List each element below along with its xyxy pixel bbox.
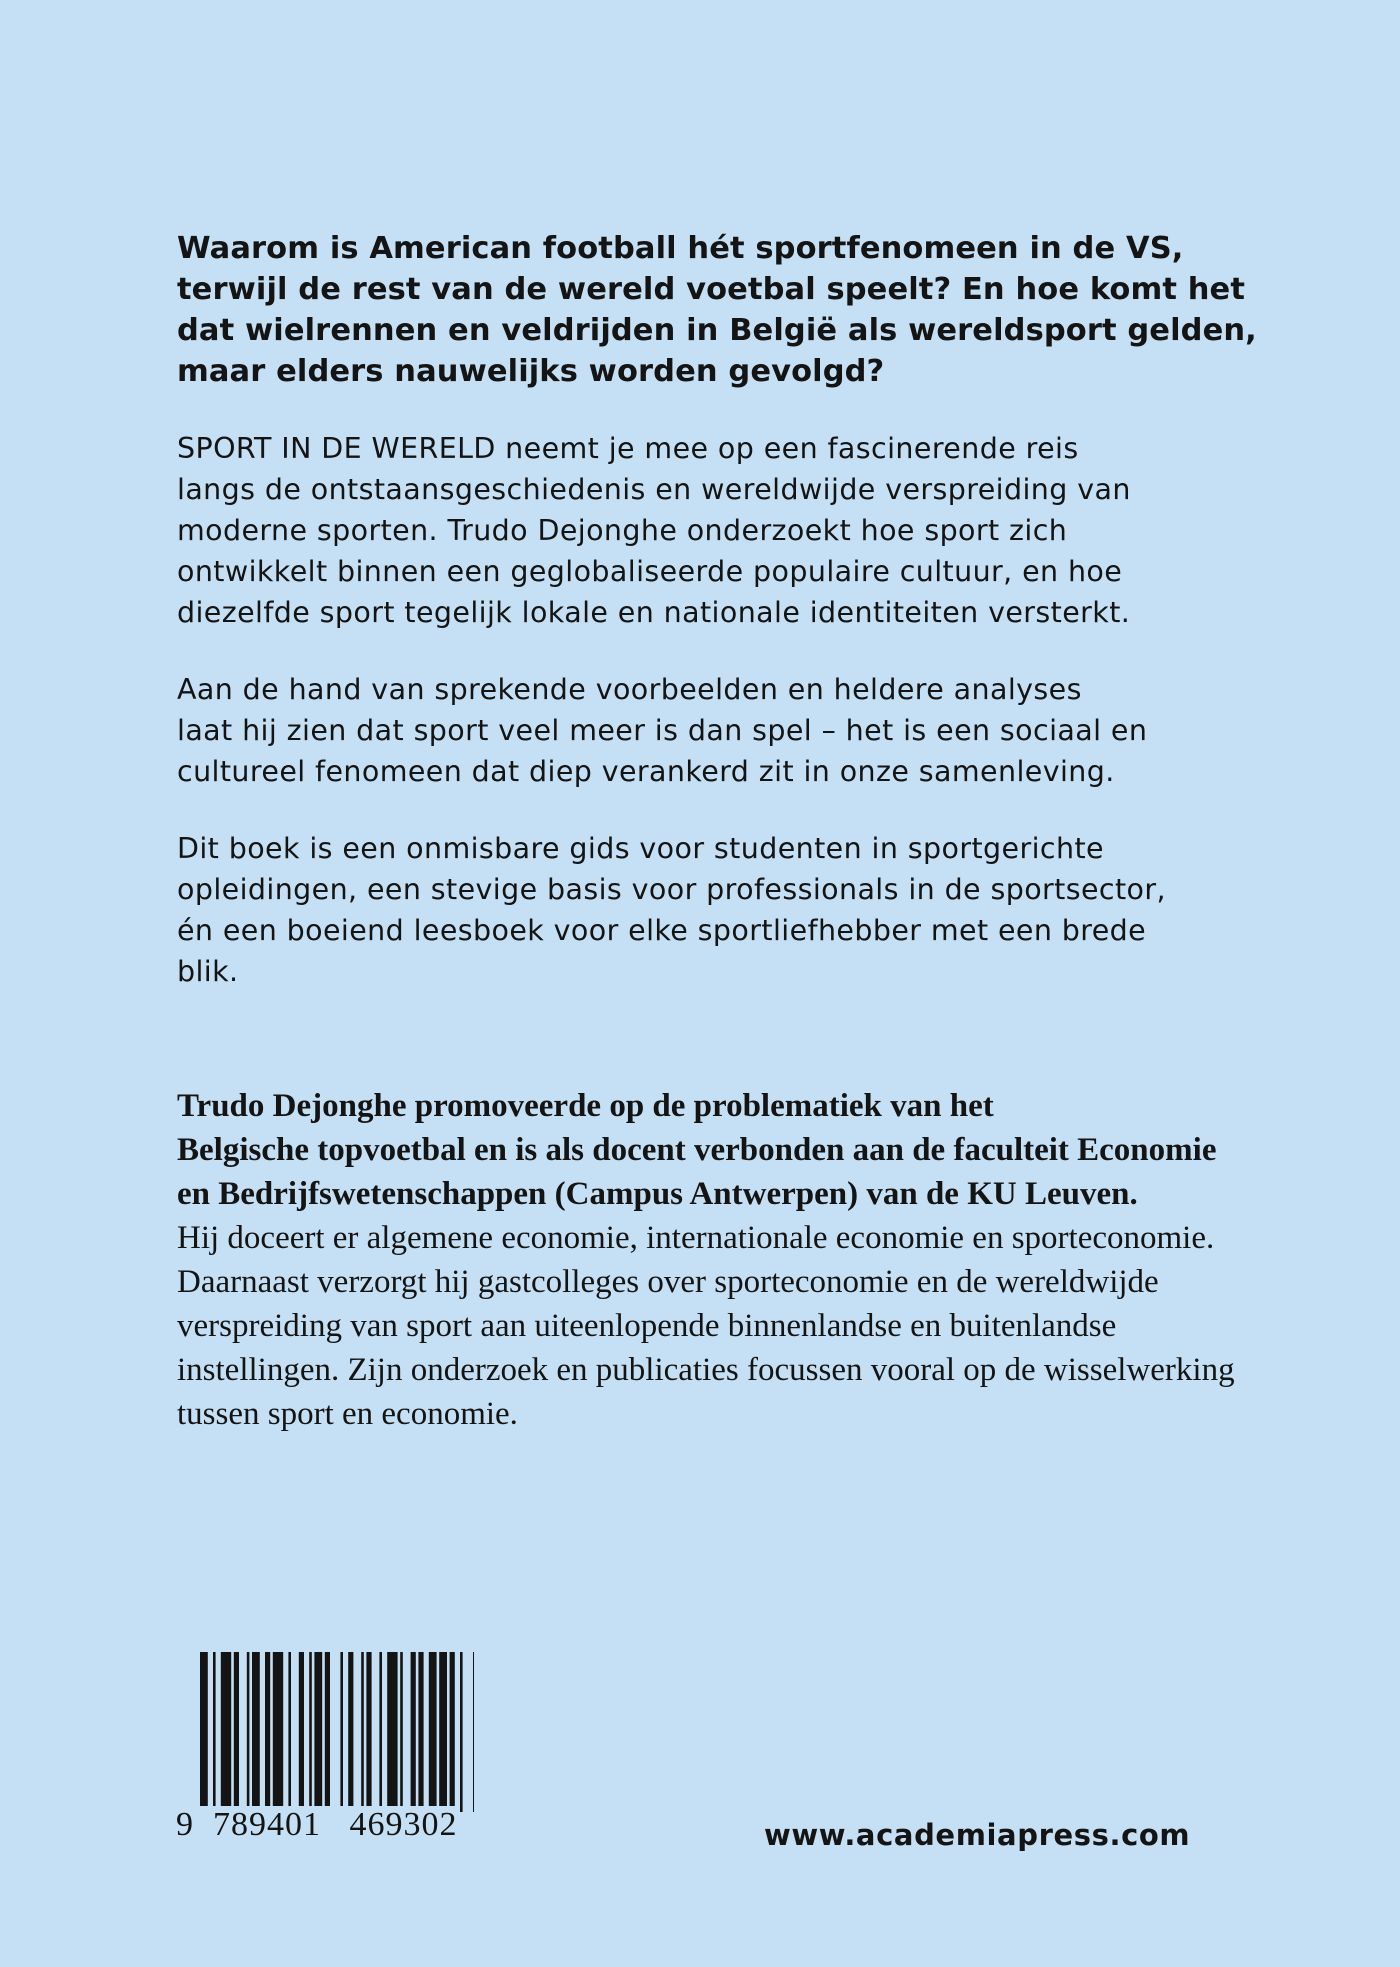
paragraph-line: ontwikkelt binnen een geglobaliseerde populaire cultuur, en hoe: [177, 555, 1123, 588]
description-paragraph-1: [177, 428, 1257, 633]
barcode-bar: [450, 1652, 455, 1812]
lead-question: [177, 228, 1257, 392]
paragraph-line: Aan de hand van sprekende voorbeelden en heldere analyses: [177, 673, 1082, 706]
isbn-number: 9 789401 469302: [176, 1806, 458, 1843]
author-bio-intro: [177, 1084, 1277, 1216]
barcode-bar: [309, 1652, 312, 1812]
bio-line: Trudo Dejonghe promoveerde op de problematiek van het: [177, 1088, 994, 1124]
author-bio-details: [177, 1216, 1277, 1436]
barcode-bar: [340, 1652, 343, 1812]
paragraph-line: blik.: [177, 955, 239, 988]
paragraph-line: én een boeiend leesboek voor elke sportliefhebber met een brede: [177, 914, 1147, 947]
lead-line: Waarom is American football hét sportfenomeen in de VS,: [177, 231, 1184, 266]
barcode-bar: [439, 1652, 447, 1812]
paragraph-line: laat hij zien dat sport veel meer is dan spel – het is een sociaal en: [177, 714, 1148, 747]
paragraph-line: opleidingen, een stevige basis voor professionals in de sportsector,: [177, 873, 1166, 906]
barcode-bar: [314, 1652, 322, 1812]
description-paragraph-3: [177, 828, 1257, 992]
barcode-bar: [429, 1652, 437, 1812]
barcode-bar: [361, 1652, 364, 1812]
barcode-bar: [418, 1652, 423, 1812]
barcode-bar: [299, 1652, 304, 1812]
barcode-bar: [379, 1652, 382, 1812]
description-paragraph-2: [177, 669, 1257, 792]
barcode-bar: [460, 1652, 463, 1812]
paragraph-line: SPORT IN DE WERELD neemt je mee op een fascinerende reis: [177, 432, 1079, 465]
barcode-bar: [234, 1652, 239, 1812]
bio-line: instellingen. Zijn onderzoek en publicaties focussen vooral op de wisselwerking: [177, 1352, 1235, 1388]
paragraph-line: langs de ontstaansgeschiedenis en wereldwijde verspreiding van: [177, 473, 1131, 506]
barcode-bar: [288, 1652, 291, 1812]
barcode-bar: [221, 1652, 231, 1812]
barcode-bar: [411, 1652, 416, 1812]
blurb: [177, 228, 1257, 1028]
bio-line: Hij doceert er algemene economie, internationale economie en sporteconomie.: [177, 1220, 1215, 1256]
barcode-bar: [325, 1652, 330, 1812]
barcode-bar: [273, 1652, 283, 1812]
paragraph-line: moderne sporten. Trudo Dejonghe onderzoekt hoe sport zich: [177, 514, 1068, 547]
lead-line: dat wielrennen en veldrijden in België als wereldsport gelden,: [177, 313, 1257, 348]
bio-line: en Bedrijfswetenschappen (Campus Antwerpen) van de KU Leuven.: [177, 1176, 1138, 1212]
lead-line: terwijl de rest van de wereld voetbal speelt? En hoe komt het: [177, 272, 1246, 307]
bio-line: Belgische topvoetbal en is als docent verbonden aan de faculteit Economie: [177, 1132, 1217, 1168]
author-bio: [177, 1084, 1277, 1436]
barcode-bar: [247, 1652, 250, 1812]
barcode-bar: [252, 1652, 260, 1812]
barcode-bar: [265, 1652, 270, 1812]
paragraph-line: Dit boek is een onmisbare gids voor studenten in sportgerichte: [177, 832, 1104, 865]
publisher-url: www.academiapress.com: [764, 1818, 1191, 1852]
bio-line: tussen sport en economie.: [177, 1396, 518, 1432]
bio-line: Daarnaast verzorgt hij gastcolleges over sporteconomie en de wereldwijde: [177, 1264, 1159, 1300]
bio-line: verspreiding van sport aan uiteenlopende binnenlandse en buitenlandse: [177, 1308, 1117, 1344]
lead-line: maar elders nauwelijks worden gevolgd?: [177, 354, 885, 389]
paragraph-line: diezelfde sport tegelijk lokale en nationale identiteiten versterkt.: [177, 596, 1131, 629]
barcode-bar: [366, 1652, 371, 1812]
paragraph-line: cultureel fenomeen dat diep verankerd zit in onze samenleving.: [177, 755, 1115, 788]
barcode-bar: [473, 1652, 474, 1812]
barcode-bar: [348, 1652, 353, 1812]
